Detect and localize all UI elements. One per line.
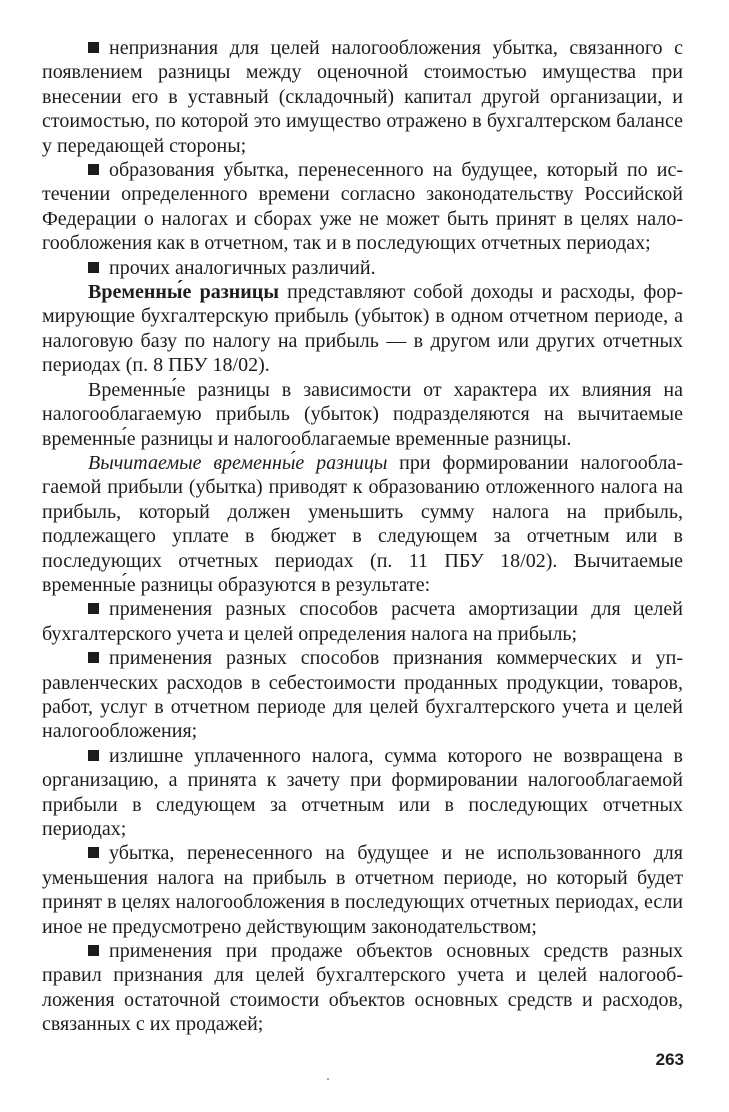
bullet-square-icon	[88, 164, 99, 175]
bullet-square-icon	[88, 652, 99, 663]
list-item	[42, 744, 683, 842]
list-item	[42, 646, 683, 744]
list-item	[42, 256, 683, 280]
list-item-text: прочих аналогичных различий.	[109, 256, 376, 279]
term-bold: Временны́е разницы	[88, 281, 279, 304]
bullet-square-icon	[88, 42, 99, 53]
list-item-text: излишне уплаченного налога, сумма которого не возвращена в организацию, а принята к зачету при формировании налогооблагаемой прибыли в следующем за отчетным или в последующих отчетных периодах;	[42, 744, 683, 840]
bullet-square-icon	[88, 603, 99, 614]
list-item-text: непризнания для целей налогообложения убытка, связанного с появлением разницы между оценочной стоимостью имущества при внесении его в уставный (складочный) капитал другой организации, и стоимостью, по которой это имущество отражено в бухгалтерском балансе у передающей стороны;	[42, 37, 683, 157]
paragraph-temporary-differences	[42, 280, 683, 378]
paragraph-deductible-differences	[42, 451, 683, 597]
bullet-square-icon	[88, 847, 99, 858]
page-number: 263	[655, 1050, 684, 1069]
list-item-text: применения разных способов признания коммерческих и управленческих расходов в себестоимости проданных продукции, товаров, работ, услуг в отчетном периоде для целей бухгалтерского учета и целей налогообложения;	[42, 647, 683, 743]
list-item	[42, 939, 683, 1037]
bullet-square-icon	[88, 262, 99, 273]
bullet-square-icon	[88, 750, 99, 761]
page-body	[42, 36, 683, 1037]
paragraph-text: Временны́е разницы в зависимости от характера их влияния на налогооблагаемую прибыль (убыток) подразделяются на вычитаемые временны́е разницы и налогооблагаемые временные разницы.	[42, 378, 683, 450]
list-item-text: применения при продаже объектов основных средств разных правил признания для целей бухгалтерского учета и целей налогообложения остаточной стоимости объектов основных средств и расходов, связанных с их продажей;	[42, 940, 683, 1036]
scan-speck	[327, 1078, 329, 1080]
list-item-text: образования убытка, перенесенного на будущее, который по истечении определенного времени согласно законодательству Российской Федерации о налогах и сборах уже не может быть принят в целях налогообложения как в отчетном, так и в последующих отчетных периодах;	[42, 159, 683, 255]
paragraph-classification	[42, 378, 683, 451]
bullet-square-icon	[88, 945, 99, 956]
list-item	[42, 36, 683, 158]
list-item	[42, 841, 683, 939]
paragraph-text: представляют собой доходы и расходы, формирующие бухгалтерскую прибыль (убыток) в одном отчетном периоде, а налоговую базу по налогу на прибыль — в другом или других отчетных периодах (п. 8 ПБУ 18/02).	[42, 281, 683, 377]
list-item-text: убытка, перенесенного на будущее и не использованного для уменьшения налога на прибыль в отчетном периоде, но который будет принят в целях налогообложения в последующих отчетных периодах, если иное не предусмотрено действующим законодательством;	[42, 842, 683, 938]
list-item-text: применения разных способов расчета амортизации для целей бухгалтерского учета и целей определения налога на прибыль;	[42, 598, 683, 645]
list-item	[42, 158, 683, 256]
term-italic: Вычитаемые временны́е разницы	[88, 451, 388, 474]
list-item	[42, 597, 683, 646]
paragraph-text: при формировании налогооблагаемой прибыли (убытка) приводят к образованию отложенного налога на прибыль, который должен уменьшить сумму налога на прибыль, подлежащего уплате в бюджет в следующем за отчетным или в последующих отчетных периодах (п. 11 ПБУ 18/02). Вычитаемые временны́е разницы образуются в результате:	[42, 451, 683, 596]
